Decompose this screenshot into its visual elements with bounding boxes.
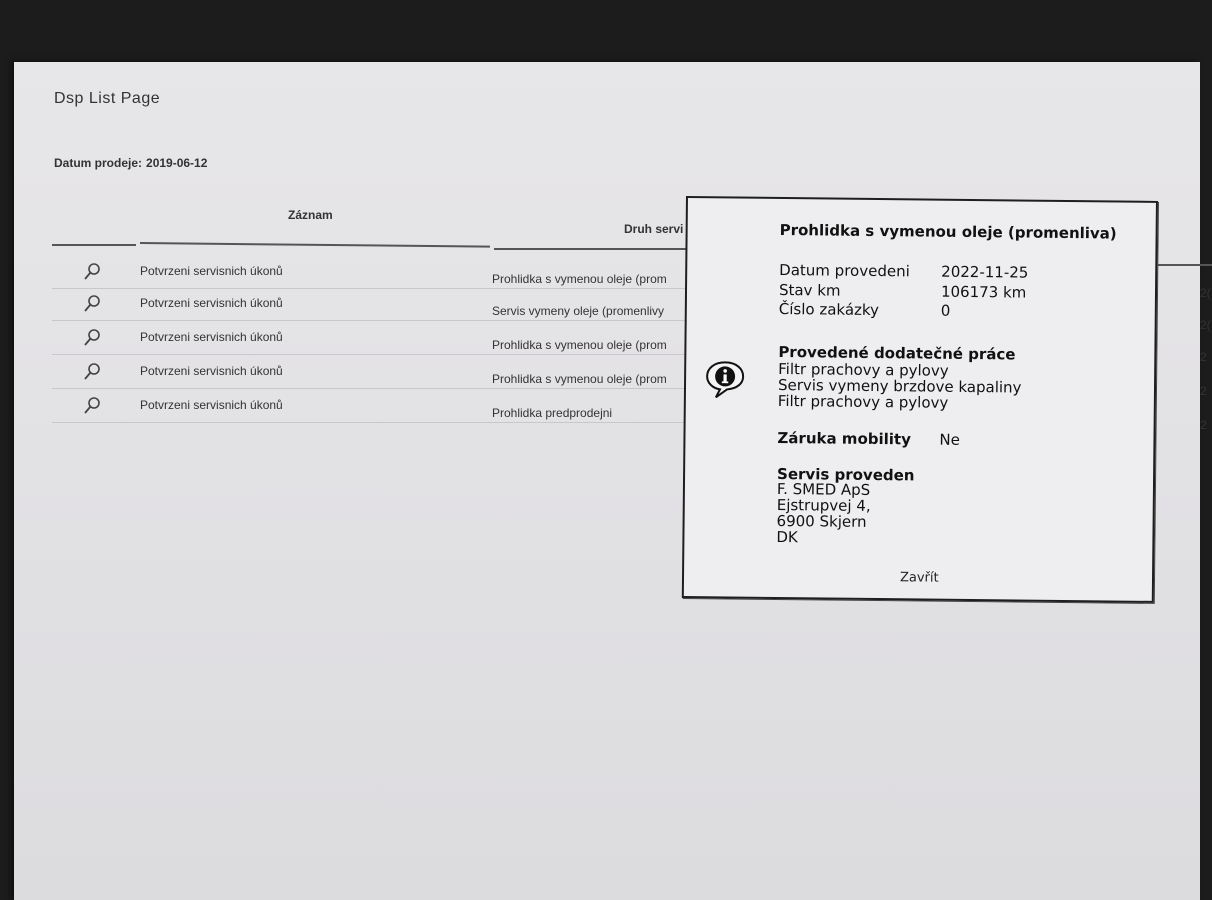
- table-row[interactable]: [52, 256, 752, 289]
- field-value: 2022-11-25: [941, 262, 1029, 282]
- row-service-type: Prohlidka predprodejni: [492, 406, 613, 420]
- row-record: Potvrzeni servisnich úkonů: [140, 296, 283, 310]
- extra-work-item: Filtr prachovy a pylovy: [777, 391, 949, 412]
- mobility-value: Ne: [939, 430, 961, 449]
- service-provider-line: Ejstrupvej 4,: [776, 495, 871, 515]
- magnifier-icon[interactable]: [82, 362, 102, 382]
- header-divider: [1152, 264, 1212, 266]
- service-detail-dialog: [682, 196, 1158, 603]
- column-header-zaznam[interactable]: Záznam: [288, 208, 333, 222]
- info-speech-bubble-icon: [704, 358, 746, 400]
- field-service-date: [779, 261, 1028, 282]
- magnifier-icon[interactable]: [82, 262, 102, 282]
- extra-work-item: Servis vymeny brzdove kapaliny: [777, 375, 1022, 397]
- sale-date: [54, 156, 207, 170]
- row-date-fragment: 2(: [1200, 318, 1211, 332]
- row-record: Potvrzeni servisnich úkonů: [140, 264, 283, 278]
- table-row[interactable]: [52, 390, 752, 423]
- row-record: Potvrzeni servisnich úkonů: [140, 364, 283, 378]
- row-record: Potvrzeni servisnich úkonů: [140, 330, 283, 344]
- service-provider-title: Servis proveden: [776, 464, 915, 485]
- extra-work-title: Provedené dodatečné práce: [778, 342, 1016, 364]
- close-button[interactable]: Zavřít: [899, 570, 939, 586]
- row-date-fragment: 2(: [1200, 286, 1211, 300]
- row-date-fragment: 2: [1200, 350, 1207, 364]
- row-record: Potvrzeni servisnich úkonů: [140, 398, 283, 412]
- table-row[interactable]: [52, 356, 752, 389]
- field-label: Stav km: [778, 280, 841, 300]
- header-divider: [140, 242, 490, 248]
- header-divider: [52, 244, 136, 246]
- field-label: Číslo zakázky: [778, 299, 880, 320]
- field-mileage: [779, 281, 1027, 302]
- service-provider-line: 6900 Skjern: [776, 511, 867, 531]
- column-header-druh-servisu[interactable]: Druh servi: [624, 222, 684, 236]
- magnifier-icon[interactable]: [82, 328, 102, 348]
- magnifier-icon[interactable]: [82, 396, 102, 416]
- row-date-fragment: 2: [1200, 418, 1207, 432]
- row-service-type: Prohlidka s vymenou oleje (prom: [492, 372, 667, 386]
- field-value: 0: [940, 301, 951, 320]
- magnifier-icon[interactable]: [82, 294, 102, 314]
- sale-date-value: 2019-06-12: [146, 156, 208, 170]
- sale-date-label: Datum prodeje:: [54, 156, 143, 170]
- field-label: Datum provedeni: [779, 260, 910, 281]
- row-service-type: Prohlidka s vymenou oleje (prom: [492, 338, 667, 352]
- row-date-fragment: 2: [1200, 384, 1207, 398]
- service-provider-line: F. SMED ApS: [776, 479, 871, 499]
- table-row[interactable]: [52, 288, 752, 321]
- page-title: Dsp List Page: [54, 90, 161, 107]
- mobility-label: Záruka mobility: [777, 428, 912, 449]
- row-service-type: Servis vymeny oleje (promenlivy: [492, 304, 665, 318]
- table-row[interactable]: [52, 322, 752, 355]
- service-provider-line: DK: [776, 527, 798, 547]
- field-order-number: [779, 300, 951, 320]
- extra-work-item: Filtr prachovy a pylovy: [778, 359, 949, 380]
- dialog-title: Prohlidka s vymenou oleje (promenliva): [779, 220, 1117, 243]
- field-value: 106173 km: [940, 282, 1027, 302]
- row-service-type: Prohlidka s vymenou oleje (prom: [492, 272, 667, 286]
